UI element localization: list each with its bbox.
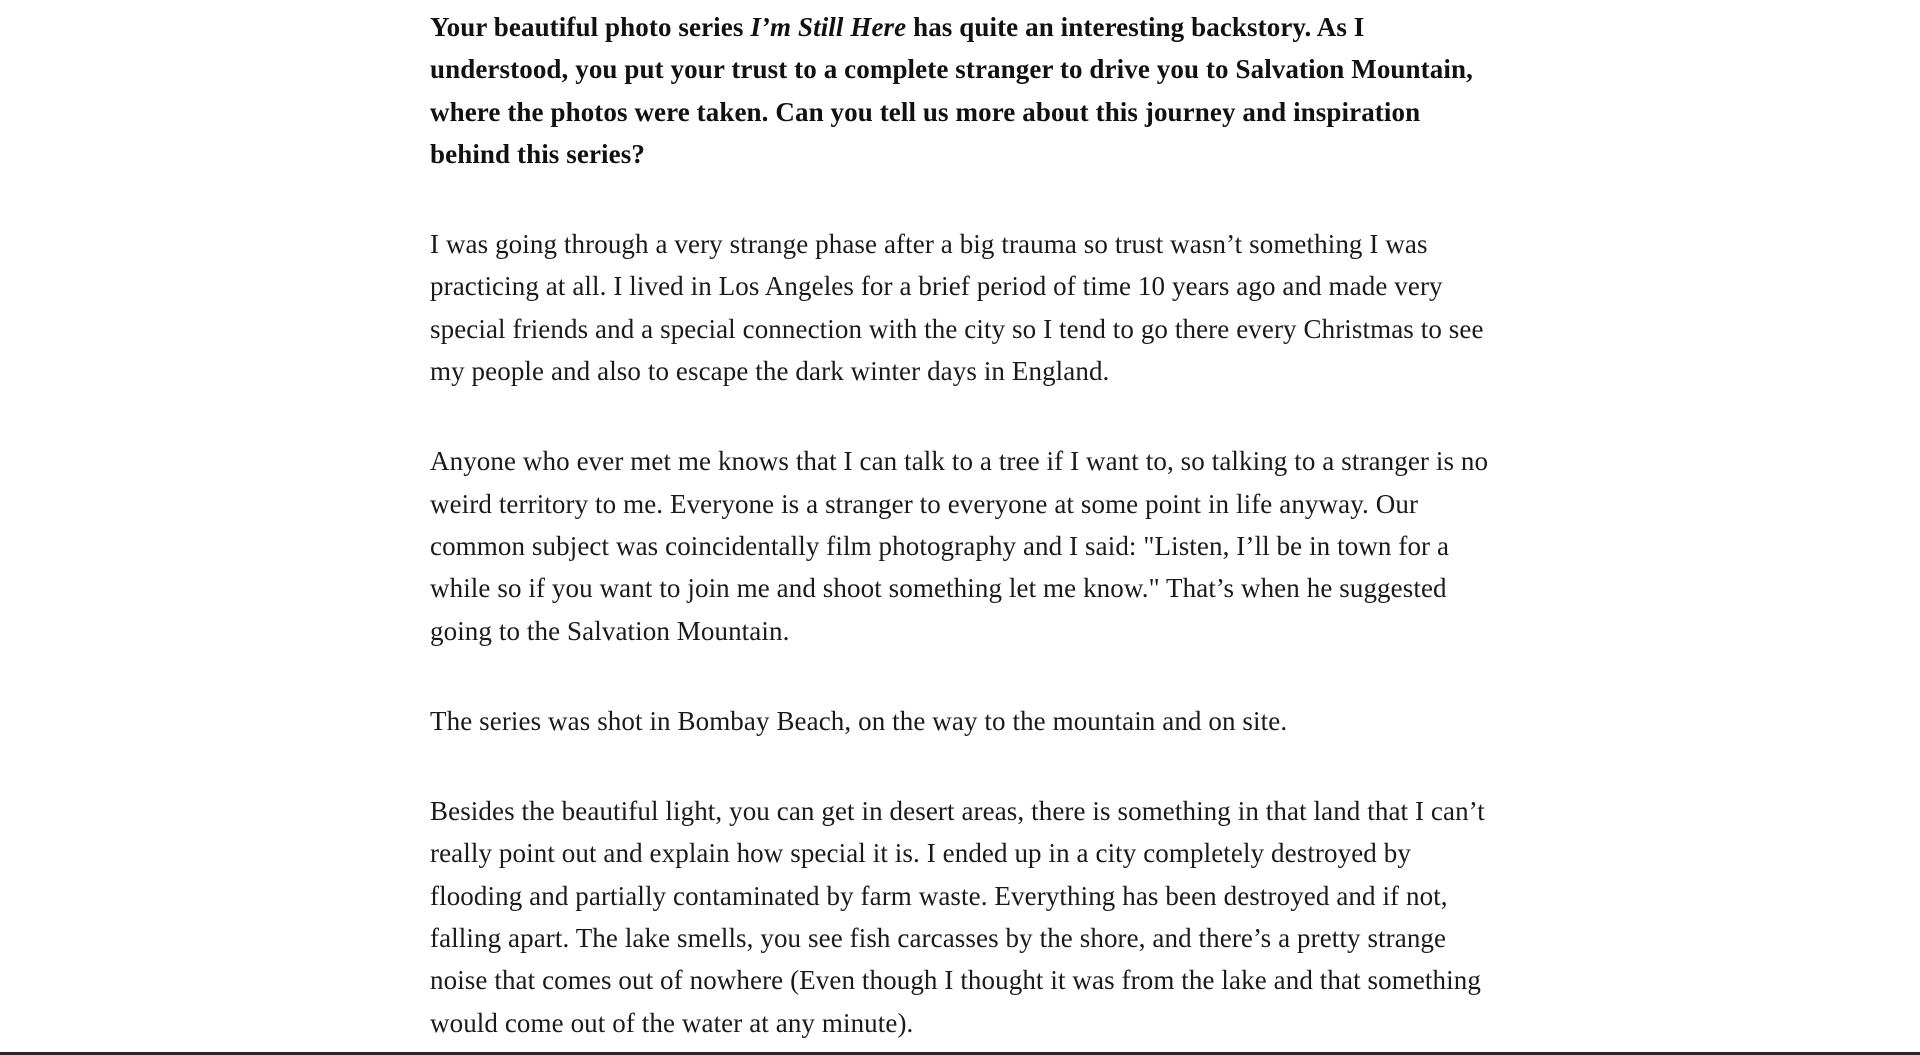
article-body <box>430 6 1495 1055</box>
series-title: I’m Still Here <box>750 12 907 42</box>
interview-question <box>430 6 1495 175</box>
question-text-end: has quite an interesting backstory. As I understood, you put your trust to a complete stranger to drive you to Salvation Mountain, where the photos were taken. Can you tell us more about this journey and inspiration behind this series? <box>430 12 1473 169</box>
answer-paragraph-3: The series was shot in Bombay Beach, on the way to the mountain and on site. <box>430 705 1288 736</box>
answer-paragraph-4: Besides the beautiful light, you can get in desert areas, there is something in that land that I can’t really point out and explain how special it is. I ended up in a city completely destroyed by flooding and partially contaminated by farm waste. Everything has been destroyed and if not, falling apart. The lake smells, you see fish carcasses by the shore, and there’s a pretty strange noise that comes out of nowhere (Even though I thought it was from the lake and that something would come out of the water at any minute). <box>430 796 1485 1038</box>
question-text-start: Your beautiful photo series <box>430 12 751 42</box>
answer-paragraph-2: Anyone who ever met me knows that I can talk to a tree if I want to, so talking to a stranger is no weird territory to me. Everyone is a stranger to everyone at some point in life anyway. Our common subject was coincidentally film photography and I said: "Listen, I’ll be in town for a while so if you want to join me and shoot something let me know." That’s when he suggested going to the Salvation Mountain. <box>430 446 1489 646</box>
answer-paragraph-1: I was going through a very strange phase after a big trauma so trust wasn’t something I was practicing at all. I lived in Los Angeles for a brief period of time 10 years ago and made very special friends and a special connection with the city so I tend to go there every Christmas to see my people and also to escape the dark winter days in England. <box>430 229 1484 387</box>
